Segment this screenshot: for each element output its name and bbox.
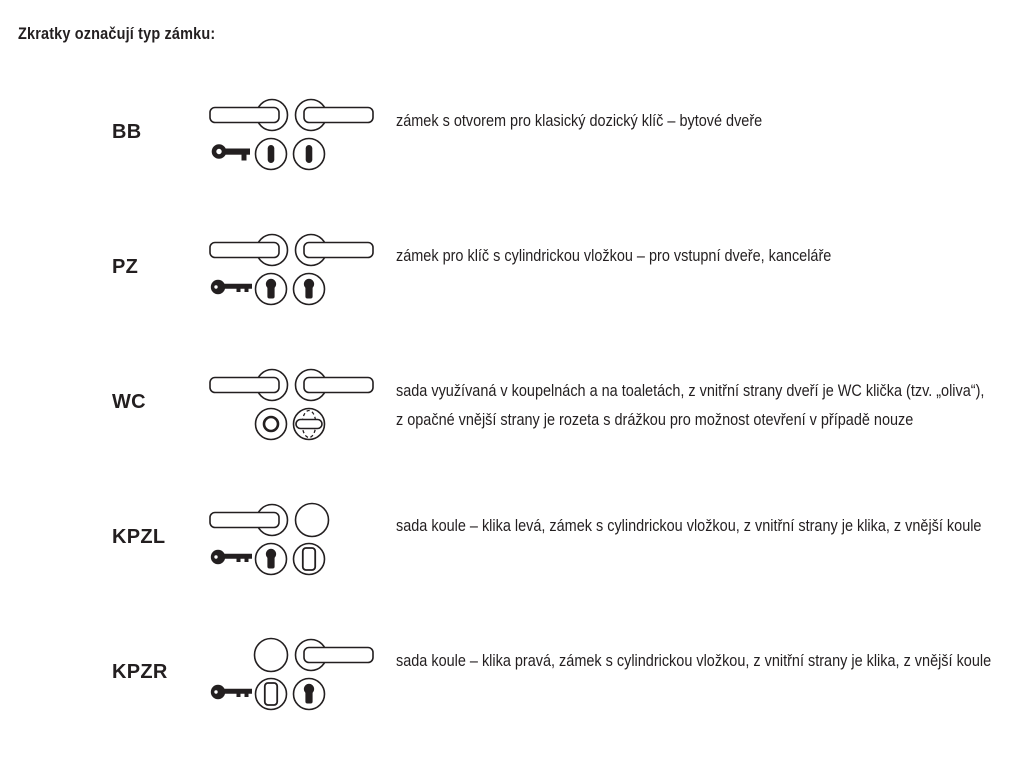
lock-description [396,106,762,135]
blind-rosette-icon [256,679,287,710]
page-title: Zkratky označují typ zámku: [18,24,216,43]
lever-handle-left-icon [210,100,288,131]
lock-hardware-icons [205,225,380,310]
cylinder-key-icon [211,280,252,294]
keyhole-pz-rosette-icon [256,544,287,575]
lock-description [396,646,991,675]
lock-hardware-icons [205,495,380,580]
lever-handle-left-icon [210,505,288,536]
lock-type-row-bb [0,90,1011,225]
lever-handle-left-icon [210,235,288,266]
lever-handle-right-icon [296,100,374,131]
description-line: zámek s otvorem pro klasický dozický klíč – bytové dveře [396,111,763,130]
lock-type-row-kpzl [0,495,1011,630]
lever-handle-left-icon [210,370,288,401]
wc-oliva-rosette-icon [294,409,325,440]
description-line: z opačné vnější strany je rozeta s drážkou pro možnost otevření v případě nouze [396,410,914,429]
description-line: sada koule – klika levá, zámek s cylindrickou vložkou, z vnitřní strany je klika, z vnější koule [396,516,982,535]
lock-hardware-icons [205,360,380,445]
lock-code-label: BB [112,121,142,143]
classic-key-icon [214,147,250,161]
keyhole-bb-rosette-icon [256,139,287,170]
blind-rosette-icon [294,544,325,575]
keyhole-pz-rosette-icon [294,274,325,305]
lock-code-label: PZ [112,256,139,278]
lock-type-row-kpzr [0,630,1011,765]
cylinder-key-icon [211,685,252,699]
lock-description [396,241,831,270]
lock-description [396,376,984,434]
lever-handle-right-icon [296,235,374,266]
lever-handle-right-icon [296,640,374,671]
lock-type-row-pz [0,225,1011,360]
description-line: sada využívaná v koupelnách a na toaletách, z vnitřní strany dveří je WC klička (tzv. „oliva“), [396,381,985,400]
lock-code-label: KPZL [112,526,166,548]
lock-hardware-icons [205,630,380,715]
lock-type-row-wc [0,360,1011,495]
lock-code-label: WC [112,391,146,413]
lock-description [396,511,981,540]
knob-right-icon [296,504,329,537]
lock-code-label: KPZR [112,661,168,683]
keyhole-pz-rosette-icon [256,274,287,305]
description-line: sada koule – klika pravá, zámek s cylindrickou vložkou, z vnitřní strany je klika, z vnější koule [396,651,992,670]
cylinder-key-icon [211,550,252,564]
description-line: zámek pro klíč s cylindrickou vložkou – pro vstupní dveře, kanceláře [396,246,832,265]
lock-hardware-icons [205,90,380,175]
groove-rosette-icon [256,409,287,440]
keyhole-bb-rosette-icon [294,139,325,170]
lever-handle-right-icon [296,370,374,401]
knob-left-icon [255,639,288,672]
keyhole-pz-rosette-icon [294,679,325,710]
